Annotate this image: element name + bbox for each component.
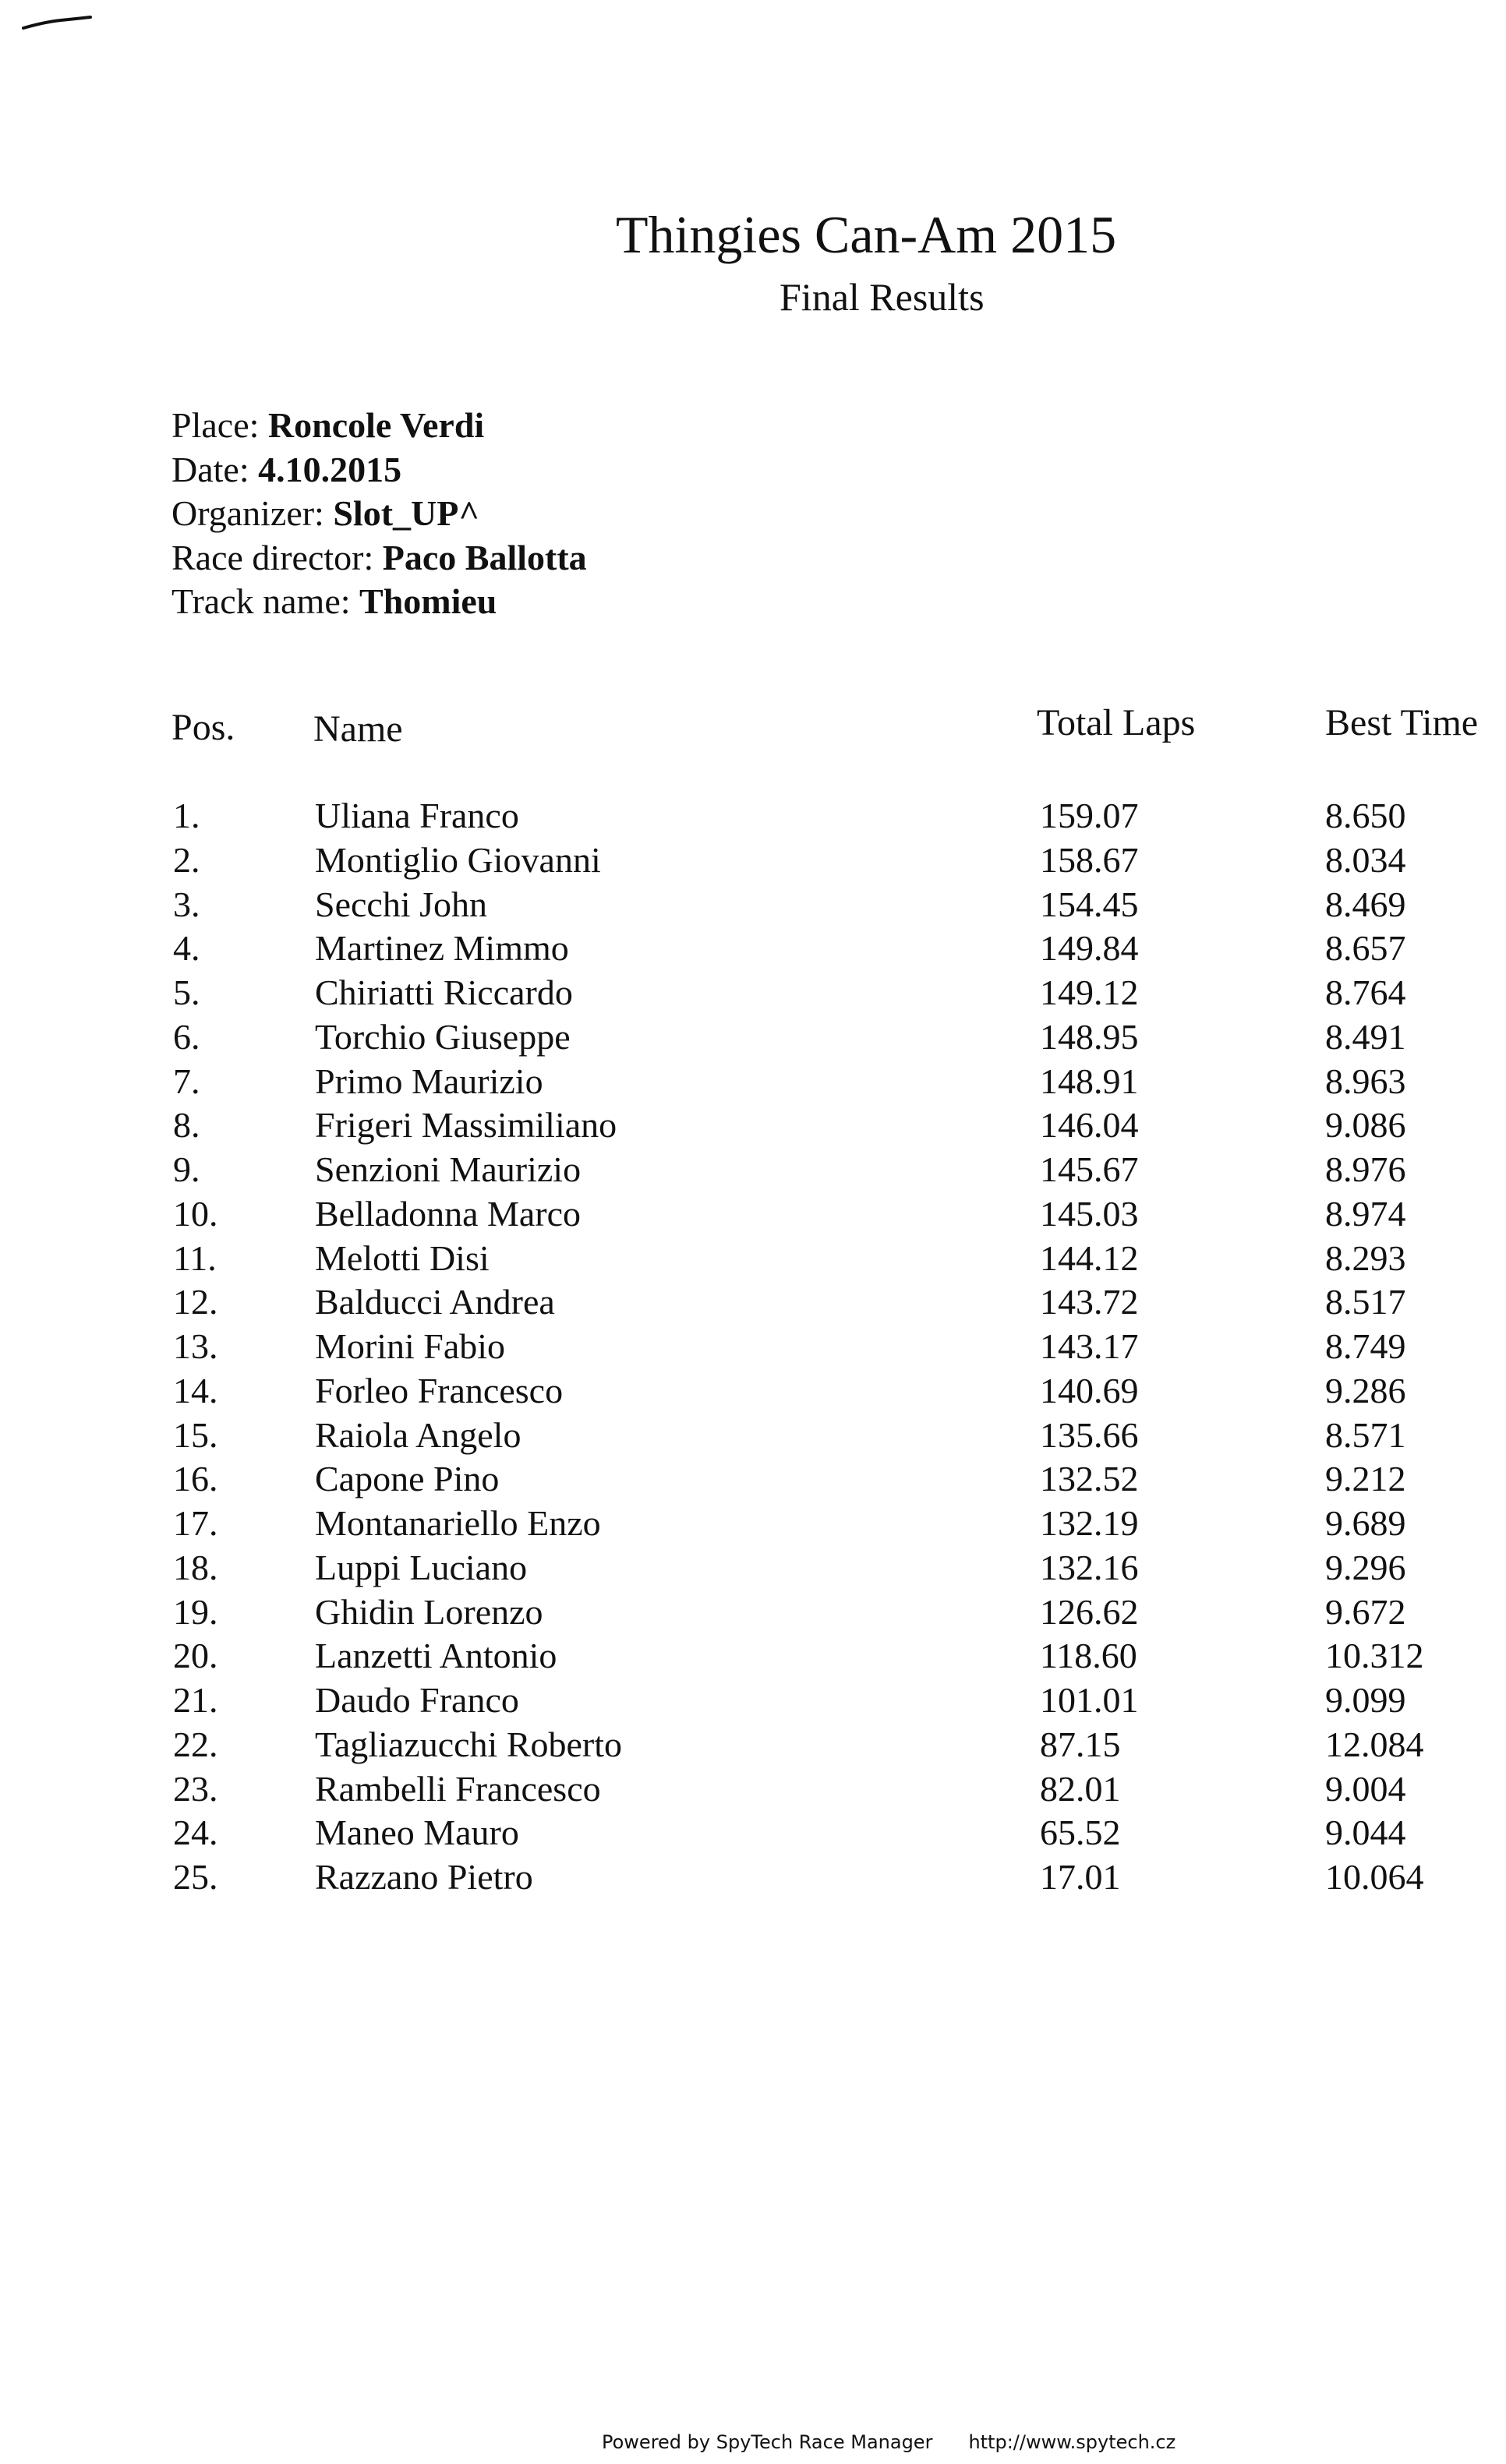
cell-total-laps: 101.01: [1040, 1680, 1139, 1720]
table-row: [0, 1812, 1506, 1856]
cell-position: 17.: [173, 1503, 218, 1543]
cell-driver-name: Melotti Disi: [315, 1237, 490, 1278]
cell-driver-name: Senzioni Maurizio: [315, 1149, 582, 1189]
cell-total-laps: 82.01: [1040, 1768, 1121, 1809]
cell-driver-name: Primo Maurizio: [315, 1061, 543, 1101]
cell-best-time: 8.963: [1325, 1061, 1406, 1101]
cell-driver-name: Luppi Luciano: [315, 1547, 528, 1587]
column-header-total-laps: Total Laps: [1037, 702, 1196, 743]
table-row: [0, 1370, 1506, 1414]
cell-best-time: 10.064: [1325, 1857, 1424, 1897]
cell-best-time: 9.044: [1325, 1813, 1406, 1853]
info-track-name: Track name: Thomieu: [171, 581, 497, 621]
cell-total-laps: 154.45: [1040, 884, 1139, 924]
cell-driver-name: Secchi John: [315, 884, 488, 924]
cell-total-laps: 143.72: [1040, 1282, 1139, 1322]
cell-position: 11.: [173, 1237, 217, 1278]
cell-position: 23.: [173, 1768, 218, 1809]
cell-driver-name: Tagliazucchi Roberto: [315, 1724, 623, 1764]
cell-best-time: 12.084: [1325, 1724, 1424, 1764]
table-row: [0, 1856, 1506, 1901]
table-row: [0, 1635, 1506, 1679]
cell-total-laps: 159.07: [1040, 796, 1139, 835]
cell-driver-name: Rambelli Francesco: [315, 1768, 601, 1809]
cell-driver-name: Lanzetti Antonio: [315, 1636, 557, 1676]
table-row: [0, 1326, 1506, 1370]
cell-driver-name: Capone Pino: [315, 1459, 500, 1499]
table-row: [0, 1237, 1506, 1282]
cell-driver-name: Martinez Mimmo: [315, 928, 569, 969]
cell-position: 22.: [173, 1724, 218, 1764]
cell-best-time: 9.689: [1325, 1503, 1406, 1543]
cell-total-laps: 149.12: [1040, 973, 1139, 1012]
cell-total-laps: 144.12: [1040, 1237, 1139, 1278]
cell-total-laps: 132.16: [1040, 1547, 1139, 1587]
cell-driver-name: Forleo Francesco: [315, 1370, 564, 1410]
cell-total-laps: 145.03: [1040, 1193, 1139, 1234]
cell-total-laps: 148.95: [1040, 1016, 1139, 1057]
cell-driver-name: Raiola Angelo: [315, 1414, 521, 1455]
cell-driver-name: Montanariello Enzo: [315, 1503, 601, 1543]
info-place: Place: Roncole Verdi: [171, 405, 485, 445]
cell-position: 20.: [173, 1636, 218, 1676]
cell-total-laps: 65.52: [1040, 1813, 1121, 1853]
cell-best-time: 9.296: [1325, 1547, 1406, 1587]
cell-best-time: 9.212: [1325, 1459, 1406, 1499]
cell-position: 8.: [173, 1105, 200, 1146]
cell-best-time: 8.749: [1325, 1326, 1406, 1366]
cell-position: 14.: [173, 1370, 218, 1410]
info-race-director: Race director: Paco Ballotta: [171, 537, 587, 577]
document-title: Thingies Can-Am 2015: [616, 205, 1117, 264]
footer: [602, 2431, 1175, 2453]
cell-total-laps: 126.62: [1040, 1591, 1139, 1632]
cell-best-time: 8.517: [1325, 1282, 1406, 1322]
cell-total-laps: 148.91: [1040, 1061, 1139, 1101]
cell-total-laps: 132.19: [1040, 1503, 1139, 1543]
results-table: [0, 795, 1506, 1901]
cell-total-laps: 149.84: [1040, 928, 1139, 969]
cell-best-time: 8.976: [1325, 1149, 1406, 1189]
table-row: [0, 1193, 1506, 1237]
cell-position: 10.: [173, 1193, 218, 1234]
cell-total-laps: 135.66: [1040, 1414, 1139, 1455]
cell-position: 24.: [173, 1813, 218, 1853]
table-row: [0, 972, 1506, 1016]
cell-total-laps: 145.67: [1040, 1149, 1139, 1189]
race-info: [171, 404, 587, 624]
pen-stroke-mark: [22, 14, 92, 31]
table-row: [0, 884, 1506, 928]
table-row: [0, 1061, 1506, 1105]
cell-best-time: 8.974: [1325, 1193, 1406, 1234]
table-row: [0, 1679, 1506, 1724]
cell-total-laps: 118.60: [1040, 1636, 1137, 1676]
cell-driver-name: Maneo Mauro: [315, 1813, 519, 1853]
cell-best-time: 10.312: [1325, 1636, 1424, 1676]
info-date: Date: 4.10.2015: [171, 449, 402, 489]
cell-position: 21.: [173, 1680, 218, 1720]
cell-driver-name: Torchio Giuseppe: [315, 1016, 571, 1057]
cell-total-laps: 143.17: [1040, 1326, 1139, 1366]
cell-total-laps: 140.69: [1040, 1370, 1139, 1410]
cell-driver-name: Belladonna Marco: [315, 1193, 582, 1234]
cell-driver-name: Daudo Franco: [315, 1680, 519, 1720]
cell-driver-name: Frigeri Massimiliano: [315, 1105, 617, 1146]
table-row: [0, 1281, 1506, 1326]
cell-position: 18.: [173, 1547, 218, 1587]
cell-best-time: 9.672: [1325, 1591, 1406, 1632]
table-row: [0, 1768, 1506, 1813]
table-row: [0, 1502, 1506, 1547]
cell-total-laps: 158.67: [1040, 839, 1139, 880]
cell-position: 19.: [173, 1591, 218, 1632]
cell-position: 2.: [173, 839, 200, 880]
cell-best-time: 8.469: [1325, 884, 1406, 924]
cell-position: 6.: [173, 1016, 200, 1057]
cell-position: 13.: [173, 1326, 218, 1366]
cell-position: 15.: [173, 1414, 218, 1455]
table-row: [0, 1591, 1506, 1636]
table-row: [0, 1016, 1506, 1061]
cell-total-laps: 87.15: [1040, 1724, 1121, 1764]
cell-best-time: 8.657: [1325, 928, 1406, 969]
cell-best-time: 9.004: [1325, 1768, 1406, 1809]
footer-url: http://www.spytech.cz: [968, 2431, 1176, 2453]
cell-position: 7.: [173, 1061, 200, 1101]
cell-best-time: 8.650: [1325, 796, 1406, 835]
table-row: [0, 839, 1506, 884]
info-organizer: Organizer: Slot_UP^: [171, 493, 480, 533]
table-row: [0, 1414, 1506, 1459]
cell-driver-name: Razzano Pietro: [315, 1857, 533, 1897]
column-header-best-time: Best Time: [1325, 702, 1479, 743]
document-subtitle: Final Results: [780, 275, 985, 319]
table-row: [0, 795, 1506, 839]
table-row: [0, 1104, 1506, 1149]
cell-position: 9.: [173, 1149, 200, 1189]
cell-best-time: 9.086: [1325, 1105, 1406, 1146]
cell-best-time: 8.571: [1325, 1414, 1406, 1455]
cell-driver-name: Ghidin Lorenzo: [315, 1591, 543, 1632]
cell-best-time: 9.099: [1325, 1680, 1406, 1720]
cell-driver-name: Montiglio Giovanni: [315, 839, 601, 880]
cell-driver-name: Balducci Andrea: [315, 1282, 555, 1322]
table-row: [0, 1458, 1506, 1502]
table-row: [0, 1547, 1506, 1591]
column-header-pos: Pos.: [171, 707, 235, 748]
cell-position: 1.: [173, 796, 200, 835]
cell-position: 3.: [173, 884, 200, 924]
table-row: [0, 1724, 1506, 1768]
cell-position: 5.: [173, 973, 200, 1012]
cell-position: 25.: [173, 1857, 218, 1897]
table-row: [0, 927, 1506, 972]
cell-best-time: 8.764: [1325, 973, 1406, 1012]
cell-driver-name: Chiriatti Riccardo: [315, 973, 573, 1012]
cell-total-laps: 132.52: [1040, 1459, 1139, 1499]
cell-total-laps: 17.01: [1040, 1857, 1121, 1897]
cell-best-time: 9.286: [1325, 1370, 1406, 1410]
cell-best-time: 8.491: [1325, 1016, 1406, 1057]
cell-position: 12.: [173, 1282, 218, 1322]
cell-total-laps: 146.04: [1040, 1105, 1139, 1146]
column-header-name: Name: [313, 708, 403, 750]
table-row: [0, 1149, 1506, 1193]
cell-position: 16.: [173, 1459, 218, 1499]
cell-position: 4.: [173, 928, 200, 969]
footer-powered-by: Powered by SpyTech Race Manager: [602, 2431, 933, 2453]
cell-driver-name: Uliana Franco: [315, 796, 519, 835]
cell-best-time: 8.293: [1325, 1237, 1406, 1278]
cell-best-time: 8.034: [1325, 839, 1406, 880]
cell-driver-name: Morini Fabio: [315, 1326, 506, 1366]
